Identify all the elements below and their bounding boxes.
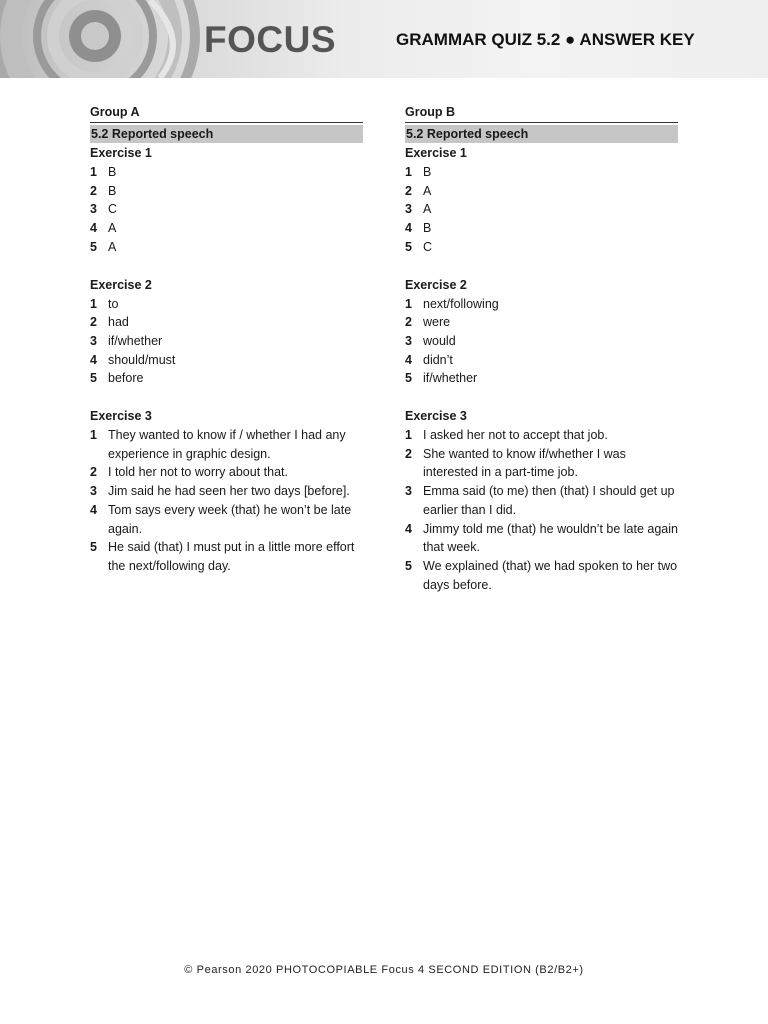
answer-text: I told her not to worry about that. (108, 465, 288, 480)
answer-number: 2 (90, 315, 97, 330)
answer-text: next/following (423, 296, 499, 311)
answer-item (405, 520, 678, 557)
answer-item (90, 482, 363, 501)
answer-number: 2 (405, 183, 412, 198)
answer-text: had (108, 315, 129, 330)
section-heading: 5.2 Reported speech (405, 125, 678, 143)
answer-item (405, 182, 678, 201)
answer-text: Jim said he had seen her two days [before]. (108, 484, 350, 499)
answer-number: 5 (405, 558, 412, 573)
answer-list (90, 426, 363, 576)
answer-number: 5 (90, 540, 97, 555)
answer-text: I asked her not to accept that job. (423, 428, 608, 443)
answer-text: if/whether (108, 333, 163, 348)
focus-logo: FOCUS (204, 19, 336, 60)
answer-item (90, 538, 363, 575)
answer-list (405, 163, 678, 257)
answer-number: 4 (405, 352, 412, 367)
answer-number: 2 (90, 183, 97, 198)
answer-item (90, 163, 363, 182)
answer-item (90, 351, 363, 370)
answer-item (405, 351, 678, 370)
exercise-title: Exercise 1 (405, 146, 467, 160)
exercise-title: Exercise 3 (90, 409, 152, 424)
answer-item (405, 238, 678, 257)
answer-number: 4 (90, 502, 97, 517)
answer-number: 3 (405, 202, 412, 217)
answer-text: B (108, 183, 117, 198)
exercise-title: Exercise 2 (405, 277, 467, 292)
answer-item (405, 369, 678, 388)
answer-item (90, 182, 363, 201)
answer-number: 2 (90, 465, 97, 480)
group-b-column (405, 104, 678, 594)
answer-number: 1 (405, 296, 412, 311)
exercise-title: Exercise 3 (405, 409, 467, 424)
answer-item (90, 238, 363, 257)
answer-list (405, 426, 678, 594)
group-title: Group B (405, 104, 678, 123)
answer-text: A (108, 239, 117, 254)
answer-text: She wanted to know if/whether I was interested in a part-time job. (423, 446, 626, 480)
answer-list (90, 295, 363, 389)
answer-number: 1 (405, 428, 412, 443)
answer-number: 2 (405, 446, 412, 461)
answer-item (405, 313, 678, 332)
document-title: GRAMMAR QUIZ 5.2 ● ANSWER KEY (396, 30, 695, 49)
answer-number: 3 (90, 202, 97, 217)
answer-text: B (423, 165, 432, 179)
answer-text: They wanted to know if / whether I had any experience in graphic design. (108, 428, 346, 461)
answer-number: 1 (90, 296, 97, 311)
answer-text: We explained (that) we had spoken to her two days before. (423, 558, 678, 592)
answer-item (405, 557, 678, 594)
answer-number: 4 (405, 221, 412, 236)
answer-number: 3 (90, 333, 97, 348)
answer-number: 2 (405, 315, 412, 330)
answer-text: B (108, 165, 117, 179)
answer-text: if/whether (423, 371, 478, 386)
answer-number: 5 (405, 239, 412, 254)
answer-item (405, 426, 678, 445)
answer-number: 4 (90, 221, 97, 236)
exercise-title: Exercise 1 (90, 146, 152, 160)
answer-text: before (108, 371, 144, 386)
group-a-column (90, 104, 363, 576)
answer-number: 1 (90, 165, 97, 179)
answer-number: 4 (90, 352, 97, 367)
answer-text: would (423, 333, 456, 348)
answer-item (90, 200, 363, 219)
page-header (0, 0, 768, 78)
answer-number: 4 (405, 521, 412, 536)
answer-item (405, 219, 678, 238)
answer-text: didn’t (423, 352, 453, 367)
answer-text: Tom says every week (that) he won’t be late again. (108, 502, 352, 536)
answer-number: 3 (405, 484, 412, 499)
answer-item (90, 463, 363, 482)
answer-text: B (423, 221, 432, 236)
answer-item (90, 369, 363, 388)
answer-text: A (423, 183, 432, 198)
answer-item (90, 501, 363, 538)
exercise-title: Exercise 2 (90, 277, 152, 292)
answer-text: C (423, 239, 433, 254)
section-heading: 5.2 Reported speech (90, 125, 363, 143)
answer-text: were (423, 315, 451, 330)
answer-item (90, 332, 363, 351)
answer-item (405, 163, 678, 182)
answer-text: A (108, 221, 117, 236)
answer-list (90, 163, 363, 257)
answer-text: He said (that) I must put in a little more effort the next/following day. (108, 540, 355, 573)
answer-number: 5 (90, 371, 97, 386)
answer-item (405, 295, 678, 314)
answer-text: A (423, 202, 432, 217)
answer-item (405, 445, 678, 482)
answer-number: 5 (90, 239, 97, 254)
answer-list (405, 295, 678, 389)
swirl-graphic (0, 0, 200, 78)
answer-number: 5 (405, 371, 412, 386)
answer-text: C (108, 202, 118, 217)
answer-item (405, 482, 678, 519)
answer-number: 1 (405, 165, 412, 179)
answer-item (405, 332, 678, 351)
answer-number: 3 (405, 333, 412, 348)
answer-text: should/must (108, 352, 176, 367)
answer-text: Jimmy told me (that) he wouldn’t be late again that week. (423, 521, 678, 555)
page-footer: © Pearson 2020 PHOTOCOPIABLE Focus 4 SECOND EDITION (B2/B2+) (184, 964, 584, 976)
answer-item (405, 200, 678, 219)
answer-number: 3 (90, 484, 97, 499)
answer-number: 1 (90, 428, 97, 443)
answer-item (90, 219, 363, 238)
group-title: Group A (90, 104, 363, 123)
answer-item (90, 295, 363, 314)
answer-item (90, 426, 363, 463)
answer-item (90, 313, 363, 332)
answer-text: to (108, 296, 119, 311)
answer-text: Emma said (to me) then (that) I should get up earlier than I did. (423, 484, 675, 517)
